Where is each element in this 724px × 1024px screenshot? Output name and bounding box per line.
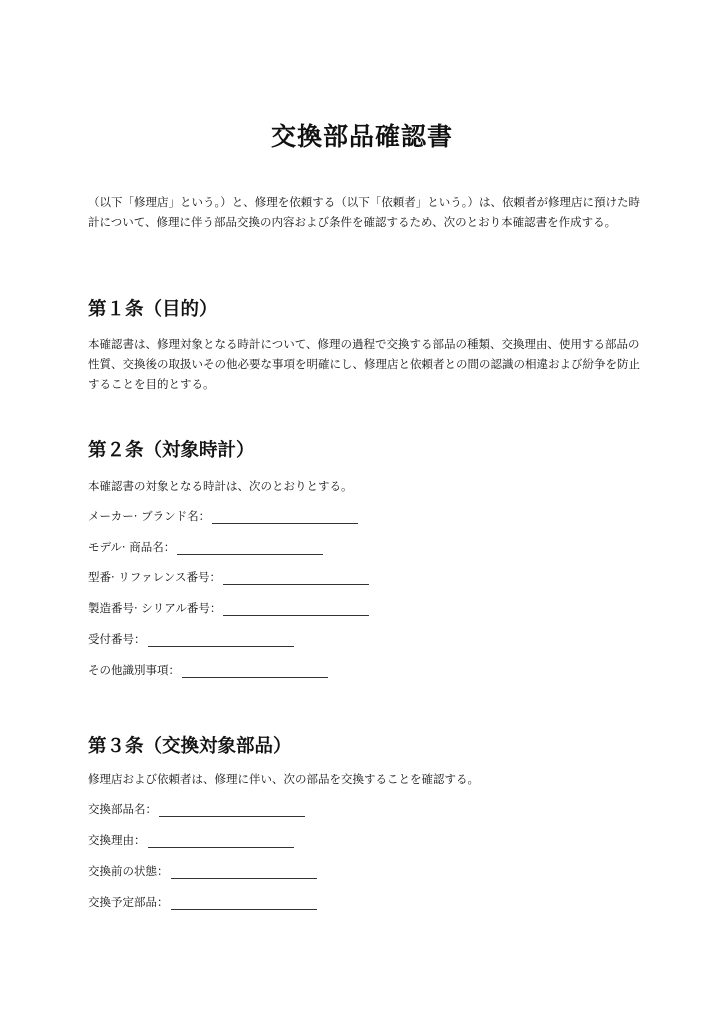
field-label: その他識別事項：	[88, 663, 180, 677]
field-label: 交換理由：	[88, 833, 146, 847]
field-label: メーカー· ブランド名：	[88, 509, 211, 523]
fill-in-line	[223, 572, 369, 585]
field-label: 交換部品名：	[88, 802, 157, 816]
article-3-heading: 第３条（交換対象部品）	[88, 736, 292, 757]
article-2-heading: 第２条（対象時計）	[88, 440, 255, 461]
field-serial	[88, 600, 369, 616]
field-label: モデル· 商品名：	[88, 540, 176, 554]
intro-paragraph: （以下「修理店」という。）と、修理を依頼する（以下「依頼者」という。）は、依頼者が修理店に預けた時計について、修理に伴う部品交換の内容および条件を確認するため、次のとおり本確認書を作成する。	[88, 195, 640, 229]
field-replacement-reason	[88, 832, 294, 848]
document-title: 交換部品確認書	[270, 122, 453, 151]
field-label: 交換前の状態：	[88, 864, 169, 878]
fill-in-line	[171, 897, 317, 910]
article-1-heading: 第１条（目的）	[88, 299, 218, 320]
fill-in-line	[148, 634, 294, 647]
fill-in-line	[148, 835, 294, 848]
field-label: 製造番号· シリアル番号：	[88, 601, 222, 615]
fill-in-line	[223, 603, 369, 616]
article-3-body: 修理店および依頼者は、修理に伴い、次の部品を交換することを確認する。	[88, 772, 479, 786]
field-brand	[88, 508, 358, 524]
field-receipt-number	[88, 631, 294, 647]
article-2-body: 本確認書の対象となる時計は、次のとおりとする。	[88, 479, 353, 493]
field-label: 型番· リファレンス番号：	[88, 570, 221, 584]
article-1-body: 本確認書は、修理対象となる時計について、修理の過程で交換する部品の種類、交換理由、使用する部品の性質、交換後の取扱いその他必要な事項を明確にし、修理店と依頼者との間の認識の相違および紛争を防止することを目的とする。	[88, 337, 640, 391]
field-label: 受付番号：	[88, 632, 146, 646]
field-model	[88, 539, 323, 555]
field-other-identifiers	[88, 662, 328, 678]
fill-in-line	[177, 542, 323, 555]
field-label: 交換予定部品：	[88, 895, 169, 909]
fill-in-line	[159, 804, 305, 817]
field-condition-before	[88, 863, 317, 879]
field-planned-part	[88, 894, 317, 910]
field-replacement-part	[88, 801, 305, 817]
fill-in-line	[171, 866, 317, 879]
fill-in-line	[182, 665, 328, 678]
fill-in-line	[212, 511, 358, 524]
field-reference	[88, 569, 369, 585]
